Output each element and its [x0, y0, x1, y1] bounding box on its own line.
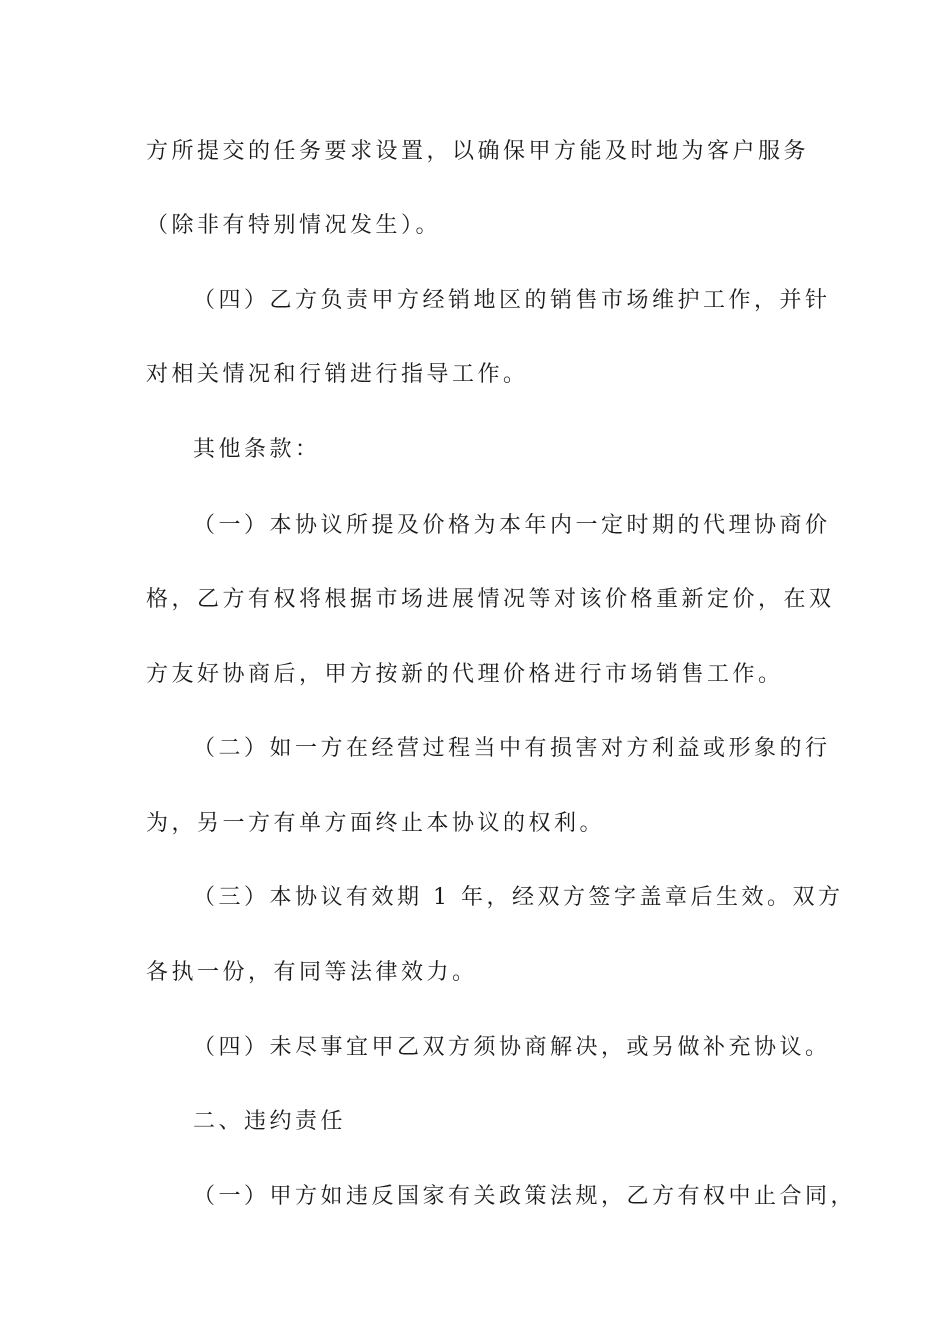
text-line-2: （除非有特别情况发生）。 — [146, 213, 442, 238]
text-line-3: （四）乙方负责甲方经销地区的销售市场维护工作，并针 — [193, 288, 831, 313]
text-line-4: 对相关情况和行销进行指导工作。 — [146, 362, 529, 387]
text-line-15: （一）甲方如违反国家有关政策法规，乙方有权中止合同， — [193, 1184, 857, 1209]
text-line-13: （四）未尽事宜甲乙双方须协商解决，或另做补充协议。 — [193, 1035, 831, 1060]
text-line-6: （一）本协议所提及价格为本年内一定时期的代理协商价 — [193, 513, 831, 538]
text-line-10: 为，另一方有单方面终止本协议的权利。 — [146, 811, 606, 836]
text-line-9: （二）如一方在经营过程当中有损害对方利益或形象的行 — [193, 736, 831, 761]
section-heading-other-terms: 其他条款： — [193, 437, 321, 462]
section-heading-breach-liability: 二、违约责任 — [193, 1109, 347, 1134]
text-line-8: 方友好协商后，甲方按新的代理价格进行市场销售工作。 — [146, 662, 784, 687]
text-line-1: 方所提交的任务要求设置，以确保甲方能及时地为客户服务 — [146, 139, 810, 164]
text-line-7: 格，乙方有权将根据市场进展情况等对该价格重新定价，在双 — [146, 587, 835, 612]
text-line-11: （三）本协议有效期 1 年，经双方签字盖章后生效。双方 — [193, 885, 844, 910]
text-line-12: 各执一份，有同等法律效力。 — [146, 960, 478, 985]
